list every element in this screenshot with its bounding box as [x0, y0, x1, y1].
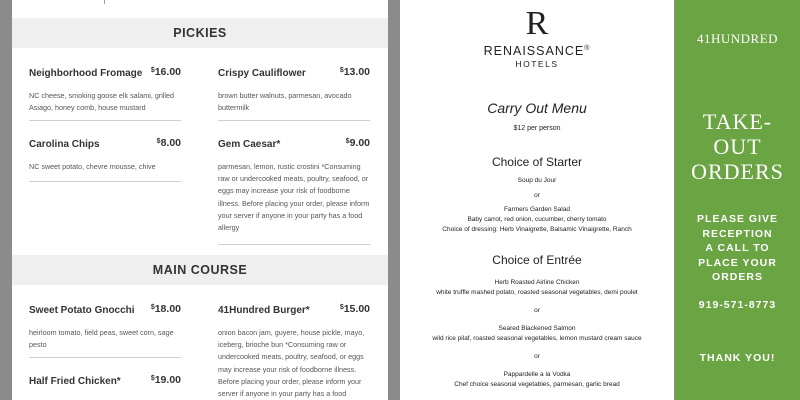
- call-instructions: PLEASE GIVE RECEPTION A CALL TO PLACE YOUR ORDERS: [696, 213, 779, 283]
- item-description: brown butter walnuts, parmesan, avocado buttermilk: [218, 91, 352, 113]
- price-per-person: $12 per person: [513, 125, 561, 132]
- entree-heading: Choice of Entrée: [492, 253, 582, 267]
- carryout-menu-panel: [400, 0, 674, 400]
- item-description: heirloom tomato, field peas, sweet corn, sage pesto: [29, 328, 174, 350]
- item-divider: [29, 181, 181, 182]
- entree-or: or: [534, 353, 540, 360]
- takeout-heading: TAKE- OUT ORDERS: [691, 109, 784, 184]
- item-name: Half Fried Chicken*: [29, 376, 121, 387]
- item-price: $19.00: [150, 374, 181, 386]
- entree-or: or: [534, 307, 540, 314]
- thank-you-text: THANK YOU!: [699, 352, 776, 364]
- item-divider: [29, 120, 181, 121]
- section-header-pickies: PICKIES: [12, 18, 388, 48]
- phone-number[interactable]: 919-571-8773: [698, 299, 777, 311]
- entree-line: Seared Blackened Salmon: [498, 325, 576, 332]
- item-name: Sweet Potato Gnocchi: [29, 305, 135, 316]
- starter-heading: Choice of Starter: [491, 155, 583, 169]
- starter-line: Choice of dressing: Herb Vinaigrette, Balsamic Vinaigrette, Ranch: [442, 226, 632, 233]
- logo-sub: HOTELS: [515, 59, 559, 70]
- item-name: Neighborhood Fromage: [29, 68, 143, 79]
- item-name: Gem Caesar*: [218, 139, 281, 150]
- logo-brand: RENAISSANCE®: [483, 44, 591, 59]
- item-divider: [218, 244, 370, 245]
- section-header-main-course: MAIN COURSE: [12, 255, 388, 285]
- carryout-title: Carry Out Menu: [487, 100, 587, 116]
- item-name: Crispy Cauliflower: [218, 68, 306, 79]
- item-description: NC cheese, smoking goose elk salami, grilled Asiago, honey comb, house mustard: [29, 91, 175, 113]
- entree-line: Herb Roasted Airline Chicken: [494, 279, 580, 286]
- top-divider: [104, 0, 105, 4]
- item-description: parmesan, lemon, rustic crostini *Consuming raw or undercooked meats, poultry, seafood, or eggs may increase your risk of foodborne illness. Before placing your order, please inform your server if anyone in your party has a food allergy: [218, 162, 370, 233]
- item-price: $13.00: [339, 66, 370, 78]
- promo-title: 41HUNDRED: [696, 31, 779, 46]
- item-name: 41Hundred Burger*: [218, 305, 310, 316]
- starter-or: or: [534, 192, 540, 199]
- item-divider: [29, 357, 181, 358]
- entree-line: Chef choice seasonal vegetables, parmesan, garlic bread: [454, 381, 620, 388]
- item-name: Carolina Chips: [29, 139, 100, 150]
- starter-line: Soup du Jour: [517, 177, 557, 184]
- entree-line: Pappardelle a la Vodka: [503, 371, 571, 378]
- takeout-promo-panel: [675, 0, 800, 400]
- item-description: onion bacon jam, guyere, house pickle, mayo, iceberg, brioche bun *Consuming raw or undercooked meats, poultry, seafood, or eggs may increase your risk of foodborne illness. Before placing your order, please inform your server if anyone in your party has a food: [218, 328, 365, 399]
- starter-line: Baby carrot, red onion, cucumber, cherry tomato: [467, 216, 607, 223]
- logo-letter: R: [525, 5, 549, 42]
- item-price: $9.00: [345, 137, 370, 149]
- item-price: $8.00: [156, 137, 181, 149]
- item-divider: [218, 120, 370, 121]
- menu-panel: [12, 0, 388, 400]
- item-description: NC sweet potato, chevre mousse, chive: [29, 162, 156, 171]
- renaissance-logo: [400, 6, 674, 70]
- entree-line: white truffle mashed potato, roasted seasonal vegetables, demi poulet: [436, 289, 638, 296]
- item-price: $15.00: [339, 303, 370, 315]
- item-price: $16.00: [150, 66, 181, 78]
- entree-line: wild rice pilaf, roasted seasonal vegetables, lemon mustard cream sauce: [432, 335, 642, 342]
- starter-line: Farmers Garden Salad: [503, 206, 571, 213]
- item-price: $18.00: [150, 303, 181, 315]
